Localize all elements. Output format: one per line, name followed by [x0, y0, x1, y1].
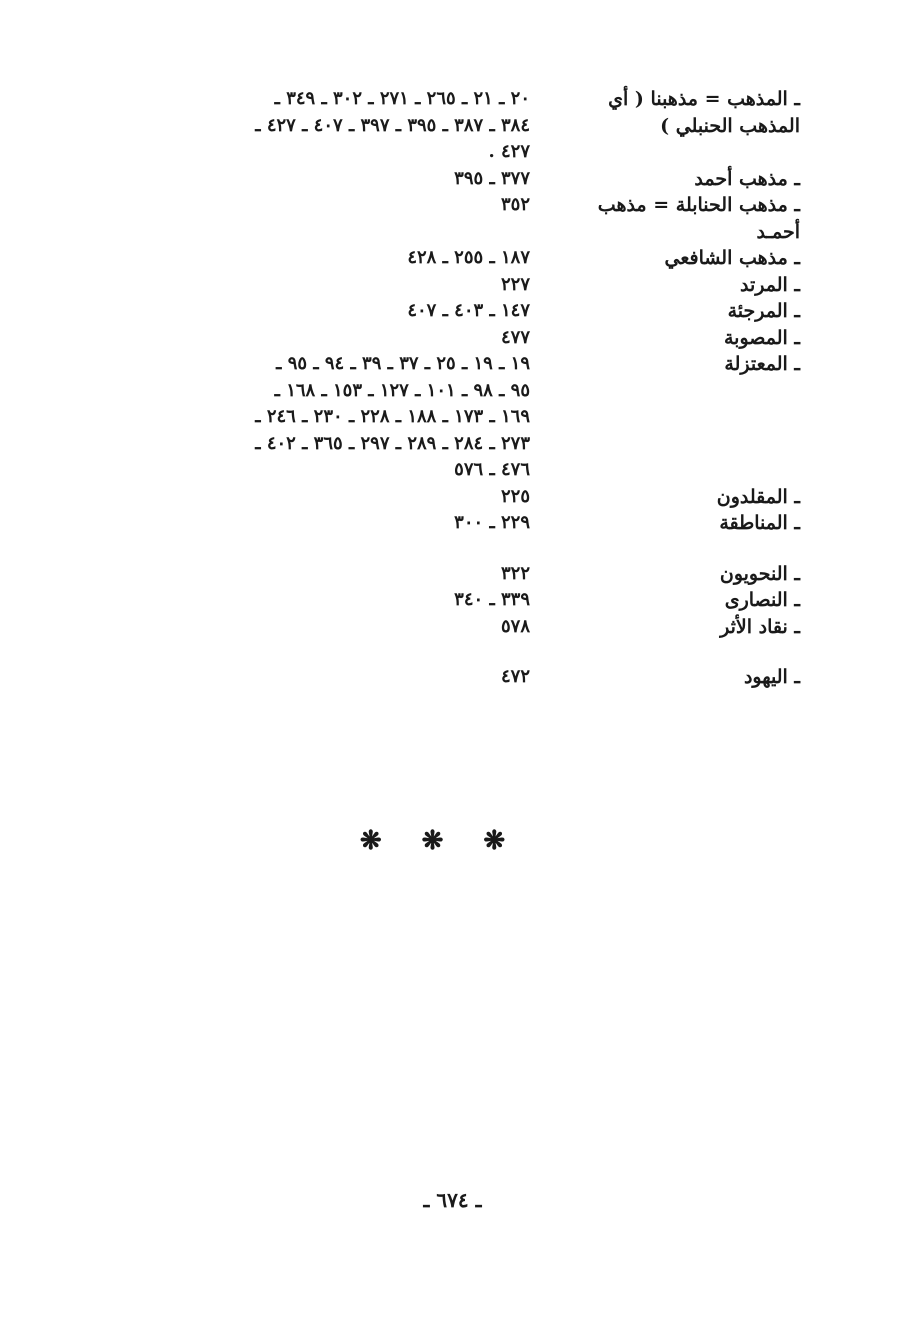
index-entry — [120, 272, 800, 299]
index-term: ـ المقلدون — [716, 485, 800, 508]
index-entry — [120, 245, 800, 272]
page-ref-line: ٢٢٩ ـ ٣٠٠ — [454, 512, 530, 533]
index-page-refs — [120, 587, 530, 614]
index-page-refs — [120, 272, 530, 299]
index-page-refs — [120, 245, 530, 272]
index-page-refs — [120, 510, 530, 537]
index-page-refs — [120, 561, 530, 588]
index-entry — [120, 561, 800, 588]
index-term: ـ المذهب = مذهبنا ( أي المذهب الحنبلي ) — [608, 88, 800, 137]
page-number: ـ ٦٧٤ ـ — [423, 1188, 482, 1212]
index-term: ـ المناطقة — [719, 512, 800, 534]
index-page-refs — [120, 298, 530, 325]
page-ref-line: ١٤٧ ـ ٤٠٣ ـ ٤٠٧ — [407, 300, 530, 321]
index-entry — [120, 614, 800, 641]
index-page-refs — [120, 166, 530, 193]
index-term: ـ مذهب أحمد — [694, 167, 800, 190]
page-ref-line: ٣٥٢ — [500, 194, 530, 215]
index-entry — [120, 86, 800, 166]
page-ref-line: ٤٧٧ — [500, 326, 530, 348]
index-entry — [120, 325, 800, 352]
index-term: ـ المعتزلة — [724, 353, 800, 375]
page-ref-line: ١٦٩ ـ ١٧٣ ـ ١٨٨ ـ ٢٢٨ ـ ٢٣٠ ـ ٢٤٦ ـ — [255, 406, 530, 427]
index-entries — [120, 86, 800, 691]
page-ref-line: ٩٥ ـ ٩٨ ـ ١٠١ ـ ١٢٧ ـ ١٥٣ ـ ١٦٨ ـ — [274, 379, 530, 401]
page-ref-line: ١٩ ـ ١٩ ـ ٢٥ ـ ٣٧ ـ ٣٩ ـ ٩٤ ـ ٩٥ ـ — [276, 353, 530, 374]
page-ref-line: ٣٧٧ ـ ٣٩٥ — [454, 167, 530, 189]
index-page-refs — [120, 664, 530, 691]
index-page-refs — [120, 614, 530, 641]
index-term: ـ المرتد — [740, 273, 800, 296]
index-entry — [120, 166, 800, 193]
index-term: ـ النصارى — [724, 589, 800, 611]
index-page-refs — [120, 86, 530, 166]
page-ref-line: ٢٢٥ — [500, 485, 530, 507]
page-ref-line: ٤٧٦ ـ ٥٧٦ — [454, 459, 530, 480]
index-page-refs — [120, 484, 530, 511]
page-ref-line: ٢٧٣ ـ ٢٨٤ ـ ٢٨٩ ـ ٢٩٧ ـ ٣٦٥ ـ ٤٠٢ ـ — [255, 432, 530, 454]
page-ref-line: ١٨٧ ـ ٢٥٥ ـ ٤٢٨ — [407, 247, 530, 268]
index-entry — [120, 587, 800, 614]
index-entry — [120, 664, 800, 691]
index-term: ـ المرجئة — [727, 300, 800, 322]
index-term: ـ اليهود — [743, 666, 800, 688]
section-separator: ❋❋❋ — [359, 826, 546, 856]
index-entry — [120, 192, 800, 245]
index-term: ـ مذهب الحنابلة = مذهب أحمـد — [597, 194, 800, 243]
index-entry — [120, 298, 800, 325]
page-ref-line: ٥٧٨ — [500, 615, 530, 637]
page-ref-line: ٢٠ ـ ٢١ ـ ٢٦٥ ـ ٢٧١ ـ ٣٠٢ ـ ٣٤٩ ـ — [274, 88, 530, 109]
page-ref-line: ٤٧٢ — [500, 666, 530, 687]
index-term: ـ المصوبة — [724, 326, 800, 349]
index-entry — [120, 351, 800, 484]
index-entry — [120, 484, 800, 511]
page-ref-line: ٢٢٧ — [500, 273, 530, 295]
index-term: ـ مذهب الشافعي — [664, 247, 800, 269]
index-page-refs — [120, 325, 530, 352]
index-term: ـ نقاد الأثر — [720, 615, 800, 638]
page-ref-line: ٣٨٤ ـ ٣٨٧ ـ ٣٩٥ ـ ٣٩٧ ـ ٤٠٧ ـ ٤٢٧ ـ — [255, 114, 530, 136]
index-term: ـ النحويون — [719, 562, 800, 585]
index-entry — [120, 510, 800, 537]
page-ref-line: ٣٢٢ — [500, 562, 530, 584]
index-page-refs — [120, 192, 530, 219]
page-ref-line: ٣٣٩ ـ ٣٤٠ — [454, 589, 530, 610]
page-ref-line: ٤٢٧ . — [488, 141, 530, 162]
index-page-refs — [120, 351, 530, 484]
